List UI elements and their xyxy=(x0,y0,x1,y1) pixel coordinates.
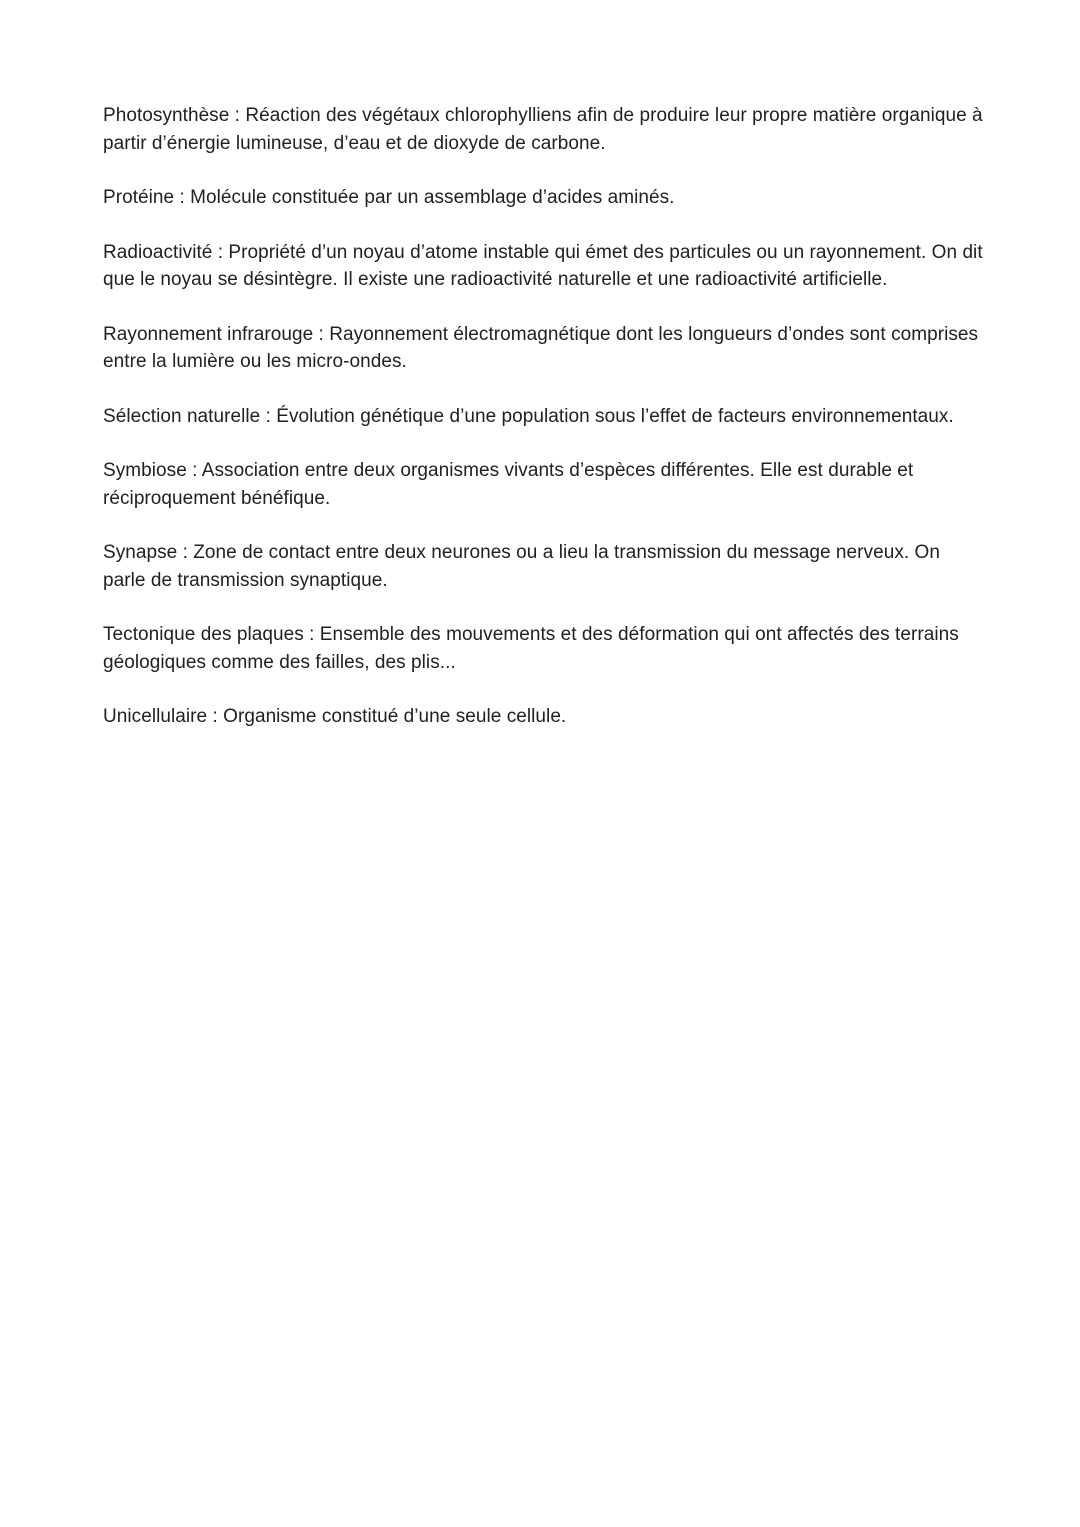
glossary-entry-symbiose: Symbiose : Association entre deux organismes vivants d’espèces différentes. Elle est durable et réciproquement bénéfique. xyxy=(103,460,914,509)
glossary-entry-rayonnement-infrarouge: Rayonnement infrarouge : Rayonnement électromagnétique dont les longueurs d’ondes sont comprises entre la lumière ou les micro-ondes. xyxy=(103,323,979,372)
glossary-entry-selection-naturelle: Sélection naturelle : Évolution génétique d’une population sous l’effet de facteurs environnementaux. xyxy=(103,405,954,427)
glossary-entry-radioactivite: Radioactivité : Propriété d’un noyau d’atome instable qui émet des particules ou un rayonnement. On dit que le noyau se désintègre. Il existe une radioactivité naturelle et une radioactivité artificielle. xyxy=(103,241,983,290)
glossary-entry-photosynthese: Photosynthèse : Réaction des végétaux chlorophylliens afin de produire leur propre matière organique à partir d’énergie lumineuse, d’eau et de dioxyde de carbone. xyxy=(103,105,983,154)
glossary-entry-unicellulaire: Unicellulaire : Organisme constitué d’une seule cellule. xyxy=(103,706,567,727)
glossary-list xyxy=(103,102,983,758)
glossary-entry-tectonique-des-plaques: Tectonique des plaques : Ensemble des mouvements et des déformation qui ont affectés des terrains géologiques comme des failles, des plis... xyxy=(103,624,959,673)
glossary-entry-proteine: Protéine : Molécule constituée par un assemblage d’acides aminés. xyxy=(103,187,675,208)
glossary-entry-synapse: Synapse : Zone de contact entre deux neurones ou a lieu la transmission du message nerveux. On parle de transmission synaptique. xyxy=(103,542,940,591)
